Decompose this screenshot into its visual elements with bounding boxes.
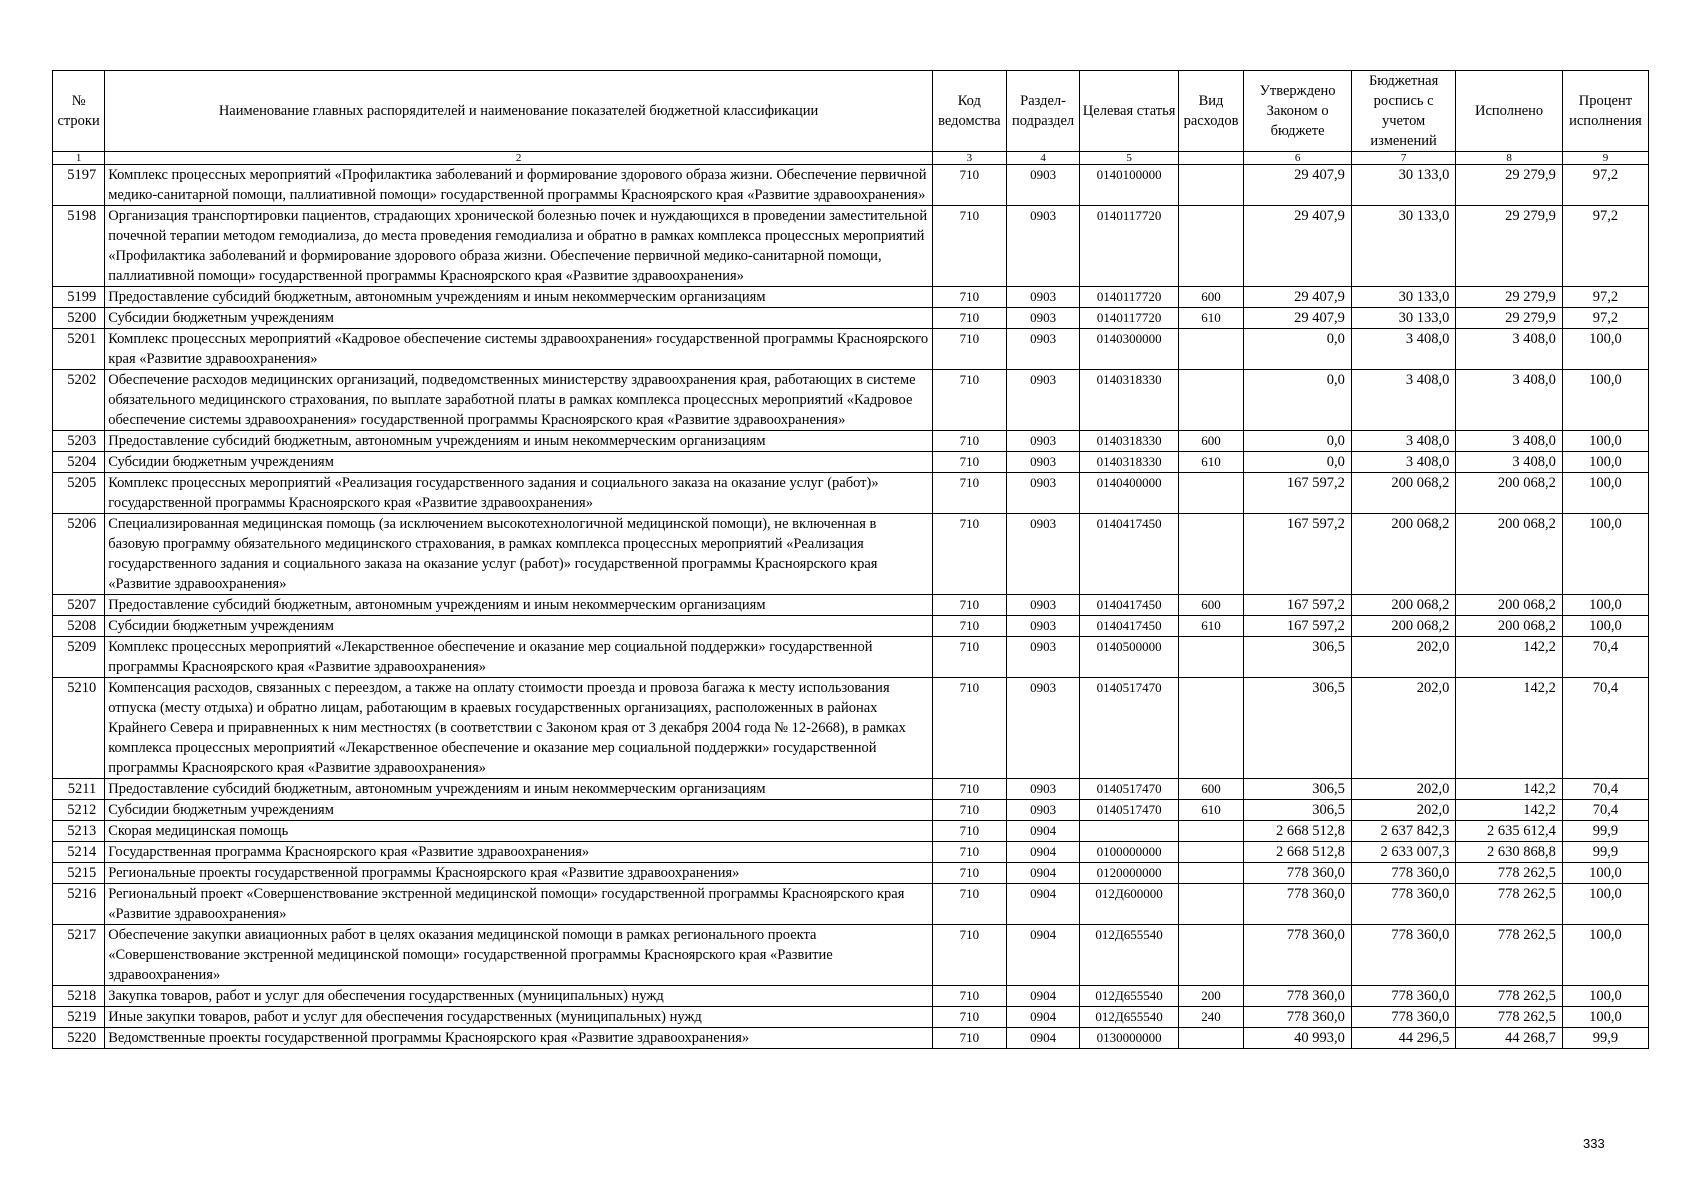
section-cell: 0903 [1006,431,1080,452]
approved-amount-cell: 29 407,9 [1244,165,1352,206]
target-article-cell: 0140117720 [1080,206,1178,287]
header-budget-schedule: Бюджетная роспись с учетом изменений [1351,71,1455,152]
target-article-cell [1080,821,1178,842]
table-row [53,779,1649,800]
row-name-cell: Иные закупки товаров, работ и услуг для обеспечения государственных (муниципальных) нужд [105,1007,933,1028]
budget-schedule-cell: 778 360,0 [1351,863,1455,884]
department-code-cell: 710 [932,986,1006,1007]
row-number-cell: 5203 [53,431,105,452]
approved-amount-cell: 306,5 [1244,779,1352,800]
target-article-cell: 0140318330 [1080,370,1178,431]
table-row [53,884,1649,925]
approved-amount-cell: 167 597,2 [1244,473,1352,514]
section-cell: 0903 [1006,206,1080,287]
budget-schedule-cell: 200 068,2 [1351,473,1455,514]
section-cell: 0903 [1006,165,1080,206]
row-name-cell: Комплекс процессных мероприятий «Кадровое обеспечение системы здравоохранения» государственной программы Красноярского края «Развитие здравоохранения» [105,329,933,370]
section-cell: 0903 [1006,329,1080,370]
department-code-cell: 710 [932,165,1006,206]
target-article-cell: 0140500000 [1080,637,1178,678]
percent-cell: 100,0 [1562,329,1648,370]
target-article-cell: 0120000000 [1080,863,1178,884]
row-name-cell: Субсидии бюджетным учреждениям [105,452,933,473]
approved-amount-cell: 778 360,0 [1244,986,1352,1007]
department-code-cell: 710 [932,678,1006,779]
budget-schedule-cell: 202,0 [1351,800,1455,821]
department-code-cell: 710 [932,1028,1006,1049]
row-name-cell: Государственная программа Красноярского края «Развитие здравоохранения» [105,842,933,863]
approved-amount-cell: 29 407,9 [1244,308,1352,329]
section-cell: 0904 [1006,821,1080,842]
department-code-cell: 710 [932,370,1006,431]
header-executed: Исполнено [1456,71,1563,152]
row-name-cell: Комплекс процессных мероприятий «Лекарственное обеспечение и оказание мер социальной поддержки» государственной программы Красноярского края «Развитие здравоохранения» [105,637,933,678]
column-number: 5 [1080,152,1178,165]
approved-amount-cell: 306,5 [1244,637,1352,678]
row-name-cell: Предоставление субсидий бюджетным, автономным учреждениям и иным некоммерческим организациям [105,431,933,452]
expense-type-cell [1178,863,1244,884]
percent-cell: 97,2 [1562,287,1648,308]
budget-schedule-cell: 200 068,2 [1351,514,1455,595]
target-article-cell: 012Д655540 [1080,986,1178,1007]
table-row [53,287,1649,308]
approved-amount-cell: 0,0 [1244,370,1352,431]
budget-schedule-cell: 3 408,0 [1351,329,1455,370]
row-name-cell: Субсидии бюджетным учреждениям [105,616,933,637]
target-article-cell: 0130000000 [1080,1028,1178,1049]
header-department-code: Код ведомства [932,71,1006,152]
column-number: 7 [1351,152,1455,165]
row-number-cell: 5199 [53,287,105,308]
section-cell: 0903 [1006,308,1080,329]
section-cell: 0903 [1006,370,1080,431]
executed-amount-cell: 778 262,5 [1456,1007,1563,1028]
column-number: 9 [1562,152,1648,165]
column-number-row [53,152,1649,165]
row-name-cell: Комплекс процессных мероприятий «Реализация государственного задания и социального заказа на оказание услуг (работ)» государственной программы Красноярского края «Развитие здравоохранения» [105,473,933,514]
table-row [53,986,1649,1007]
department-code-cell: 710 [932,452,1006,473]
executed-amount-cell: 142,2 [1456,779,1563,800]
row-name-cell: Ведомственные проекты государственной программы Красноярского края «Развитие здравоохранения» [105,1028,933,1049]
budget-schedule-cell: 202,0 [1351,779,1455,800]
budget-schedule-cell: 30 133,0 [1351,308,1455,329]
executed-amount-cell: 29 279,9 [1456,287,1563,308]
expense-type-cell [1178,370,1244,431]
page-number: 333 [1583,1136,1605,1151]
percent-cell: 100,0 [1562,370,1648,431]
column-number: 3 [932,152,1006,165]
expense-type-cell [1178,884,1244,925]
executed-amount-cell: 142,2 [1456,800,1563,821]
row-name-cell: Специализированная медицинская помощь (за исключением высокотехнологичной медицинской помощи), не включенная в базовую программу обязательного медицинского страхования, в рамках комплекса процессных мероприятий «Реализация государственного задания и социального заказа на оказание услуг (работ)» государственной программы Красноярского края «Развитие здравоохранения» [105,514,933,595]
header-section: Раздел-подраздел [1006,71,1080,152]
row-name-cell: Субсидии бюджетным учреждениям [105,800,933,821]
table-row [53,637,1649,678]
section-cell: 0903 [1006,452,1080,473]
row-name-cell: Компенсация расходов, связанных с переездом, а также на оплату стоимости проезда и провоза багажа к месту использования отпуска (месту отдыха) и обратно лицам, работающим в краевых государственных организациях, расположенных в районах Крайнего Севера и приравненных к ним местностях (в соответствии с Законом края от 3 декабря 2004 года № 12-2668), в рамках комплекса процессных мероприятий «Лекарственное обеспечение и оказание мер социальной поддержки» государственной программы Красноярского края «Развитие здравоохранения» [105,678,933,779]
target-article-cell: 0140517470 [1080,800,1178,821]
expense-type-cell: 600 [1178,431,1244,452]
table-row [53,514,1649,595]
percent-cell: 100,0 [1562,925,1648,986]
target-article-cell: 012Д600000 [1080,884,1178,925]
department-code-cell: 710 [932,884,1006,925]
target-article-cell: 0140117720 [1080,308,1178,329]
department-code-cell: 710 [932,287,1006,308]
section-cell: 0904 [1006,842,1080,863]
table-row [53,616,1649,637]
executed-amount-cell: 29 279,9 [1456,165,1563,206]
table-row [53,206,1649,287]
table-row [53,165,1649,206]
approved-amount-cell: 306,5 [1244,678,1352,779]
department-code-cell: 710 [932,616,1006,637]
budget-schedule-cell: 30 133,0 [1351,287,1455,308]
percent-cell: 100,0 [1562,595,1648,616]
percent-cell: 97,2 [1562,308,1648,329]
approved-amount-cell: 778 360,0 [1244,863,1352,884]
header-row-number: № строки [53,71,105,152]
section-cell: 0904 [1006,884,1080,925]
row-number-cell: 5212 [53,800,105,821]
department-code-cell: 710 [932,473,1006,514]
budget-schedule-cell: 202,0 [1351,637,1455,678]
row-number-cell: 5213 [53,821,105,842]
section-cell: 0904 [1006,1028,1080,1049]
approved-amount-cell: 0,0 [1244,431,1352,452]
approved-amount-cell: 167 597,2 [1244,616,1352,637]
header-target-article: Целевая статья [1080,71,1178,152]
target-article-cell: 0140417450 [1080,514,1178,595]
budget-execution-table [52,70,1649,1049]
table-row [53,800,1649,821]
target-article-cell: 0140417450 [1080,595,1178,616]
percent-cell: 100,0 [1562,884,1648,925]
expense-type-cell [1178,678,1244,779]
executed-amount-cell: 29 279,9 [1456,308,1563,329]
executed-amount-cell: 44 268,7 [1456,1028,1563,1049]
executed-amount-cell: 142,2 [1456,678,1563,779]
approved-amount-cell: 778 360,0 [1244,884,1352,925]
table-row [53,431,1649,452]
expense-type-cell: 610 [1178,616,1244,637]
approved-amount-cell: 306,5 [1244,800,1352,821]
column-number: 2 [105,152,933,165]
row-number-cell: 5217 [53,925,105,986]
expense-type-cell: 240 [1178,1007,1244,1028]
executed-amount-cell: 29 279,9 [1456,206,1563,287]
row-name-cell: Обеспечение расходов медицинских организаций, подведомственных министерству здравоохранения края, работающих в системе обязательного медицинского страхования, по выплате заработной платы в рамках комплекса процессных мероприятий «Кадровое обеспечение системы здравоохранения» государственной программы Красноярского края «Развитие здравоохранения» [105,370,933,431]
budget-schedule-cell: 778 360,0 [1351,986,1455,1007]
target-article-cell: 0100000000 [1080,842,1178,863]
department-code-cell: 710 [932,779,1006,800]
expense-type-cell [1178,514,1244,595]
section-cell: 0903 [1006,637,1080,678]
percent-cell: 70,4 [1562,678,1648,779]
executed-amount-cell: 778 262,5 [1456,884,1563,925]
percent-cell: 97,2 [1562,206,1648,287]
table-row [53,595,1649,616]
approved-amount-cell: 40 993,0 [1244,1028,1352,1049]
section-cell: 0903 [1006,800,1080,821]
row-name-cell: Организация транспортировки пациентов, страдающих хронической болезнью почек и нуждающихся в проведении заместительной почечной терапии методом гемодиализа, до места проведения гемодиализа и обратно в рамках комплекса процессных мероприятий «Профилактика заболеваний и формирование здорового образа жизни. Обеспечение первичной медико-санитарной помощи, паллиативной помощи» государственной программы Красноярского края «Развитие здравоохранения» [105,206,933,287]
executed-amount-cell: 142,2 [1456,637,1563,678]
percent-cell: 99,9 [1562,821,1648,842]
executed-amount-cell: 778 262,5 [1456,863,1563,884]
expense-type-cell: 600 [1178,779,1244,800]
approved-amount-cell: 2 668 512,8 [1244,821,1352,842]
percent-cell: 99,9 [1562,1028,1648,1049]
row-name-cell: Закупка товаров, работ и услуг для обеспечения государственных (муниципальных) нужд [105,986,933,1007]
executed-amount-cell: 778 262,5 [1456,986,1563,1007]
percent-cell: 100,0 [1562,1007,1648,1028]
expense-type-cell [1178,329,1244,370]
target-article-cell: 0140517470 [1080,779,1178,800]
budget-schedule-cell: 44 296,5 [1351,1028,1455,1049]
header-approved: Утверждено Законом о бюджете [1244,71,1352,152]
row-name-cell: Региональный проект «Совершенствование экстренной медицинской помощи» государственной программы Красноярского края «Развитие здравоохранения» [105,884,933,925]
target-article-cell: 012Д655540 [1080,925,1178,986]
department-code-cell: 710 [932,431,1006,452]
executed-amount-cell: 3 408,0 [1456,431,1563,452]
table-row [53,821,1649,842]
approved-amount-cell: 29 407,9 [1244,287,1352,308]
target-article-cell: 0140417450 [1080,616,1178,637]
percent-cell: 100,0 [1562,452,1648,473]
section-cell: 0904 [1006,863,1080,884]
expense-type-cell [1178,165,1244,206]
percent-cell: 100,0 [1562,986,1648,1007]
percent-cell: 100,0 [1562,863,1648,884]
row-name-cell: Предоставление субсидий бюджетным, автономным учреждениям и иным некоммерческим организациям [105,287,933,308]
expense-type-cell: 200 [1178,986,1244,1007]
column-number: 1 [53,152,105,165]
department-code-cell: 710 [932,821,1006,842]
department-code-cell: 710 [932,842,1006,863]
header-percent: Процент исполнения [1562,71,1648,152]
department-code-cell: 710 [932,595,1006,616]
percent-cell: 100,0 [1562,514,1648,595]
section-cell: 0904 [1006,986,1080,1007]
department-code-cell: 710 [932,637,1006,678]
executed-amount-cell: 200 068,2 [1456,595,1563,616]
section-cell: 0903 [1006,616,1080,637]
table-row [53,370,1649,431]
budget-schedule-cell: 3 408,0 [1351,370,1455,431]
expense-type-cell [1178,842,1244,863]
budget-schedule-cell: 778 360,0 [1351,925,1455,986]
approved-amount-cell: 0,0 [1244,452,1352,473]
department-code-cell: 710 [932,925,1006,986]
expense-type-cell [1178,637,1244,678]
row-number-cell: 5198 [53,206,105,287]
executed-amount-cell: 3 408,0 [1456,452,1563,473]
budget-schedule-cell: 30 133,0 [1351,206,1455,287]
approved-amount-cell: 0,0 [1244,329,1352,370]
row-number-cell: 5218 [53,986,105,1007]
expense-type-cell: 610 [1178,800,1244,821]
executed-amount-cell: 200 068,2 [1456,473,1563,514]
percent-cell: 97,2 [1562,165,1648,206]
section-cell: 0903 [1006,779,1080,800]
executed-amount-cell: 2 630 868,8 [1456,842,1563,863]
row-name-cell: Комплекс процессных мероприятий «Профилактика заболеваний и формирование здорового образа жизни. Обеспечение первичной медико-санитарной помощи, паллиативной помощи» государственной программы Красноярского края «Развитие здравоохранения» [105,165,933,206]
table-row [53,678,1649,779]
row-number-cell: 5215 [53,863,105,884]
target-article-cell: 0140318330 [1080,452,1178,473]
executed-amount-cell: 200 068,2 [1456,514,1563,595]
column-number: 4 [1006,152,1080,165]
column-number: 8 [1456,152,1563,165]
table-body [53,165,1649,1049]
section-cell: 0903 [1006,514,1080,595]
row-name-cell: Предоставление субсидий бюджетным, автономным учреждениям и иным некоммерческим организациям [105,779,933,800]
row-number-cell: 5214 [53,842,105,863]
percent-cell: 70,4 [1562,779,1648,800]
budget-schedule-cell: 2 633 007,3 [1351,842,1455,863]
expense-type-cell [1178,1028,1244,1049]
percent-cell: 100,0 [1562,473,1648,514]
department-code-cell: 710 [932,329,1006,370]
table-row [53,842,1649,863]
target-article-cell: 0140100000 [1080,165,1178,206]
budget-schedule-cell: 200 068,2 [1351,595,1455,616]
department-code-cell: 710 [932,308,1006,329]
section-cell: 0904 [1006,925,1080,986]
budget-schedule-cell: 202,0 [1351,678,1455,779]
executed-amount-cell: 2 635 612,4 [1456,821,1563,842]
row-name-cell: Региональные проекты государственной программы Красноярского края «Развитие здравоохранения» [105,863,933,884]
row-number-cell: 5207 [53,595,105,616]
table-row [53,863,1649,884]
approved-amount-cell: 167 597,2 [1244,514,1352,595]
row-number-cell: 5209 [53,637,105,678]
row-number-cell: 5205 [53,473,105,514]
approved-amount-cell: 167 597,2 [1244,595,1352,616]
expense-type-cell: 600 [1178,595,1244,616]
row-number-cell: 5200 [53,308,105,329]
department-code-cell: 710 [932,800,1006,821]
row-number-cell: 5210 [53,678,105,779]
percent-cell: 70,4 [1562,637,1648,678]
percent-cell: 99,9 [1562,842,1648,863]
table-row [53,452,1649,473]
row-number-cell: 5206 [53,514,105,595]
executed-amount-cell: 3 408,0 [1456,370,1563,431]
approved-amount-cell: 2 668 512,8 [1244,842,1352,863]
row-name-cell: Субсидии бюджетным учреждениям [105,308,933,329]
header-expense-type: Вид расходов [1178,71,1244,152]
budget-schedule-cell: 2 637 842,3 [1351,821,1455,842]
table-row [53,1007,1649,1028]
approved-amount-cell: 778 360,0 [1244,1007,1352,1028]
department-code-cell: 710 [932,1007,1006,1028]
executed-amount-cell: 200 068,2 [1456,616,1563,637]
section-cell: 0903 [1006,595,1080,616]
executed-amount-cell: 778 262,5 [1456,925,1563,986]
section-cell: 0903 [1006,287,1080,308]
row-number-cell: 5208 [53,616,105,637]
approved-amount-cell: 778 360,0 [1244,925,1352,986]
executed-amount-cell: 3 408,0 [1456,329,1563,370]
expense-type-cell [1178,821,1244,842]
table-row [53,329,1649,370]
expense-type-cell: 610 [1178,452,1244,473]
target-article-cell: 0140117720 [1080,287,1178,308]
section-cell: 0903 [1006,473,1080,514]
budget-schedule-cell: 778 360,0 [1351,884,1455,925]
table-row [53,308,1649,329]
expense-type-cell [1178,473,1244,514]
approved-amount-cell: 29 407,9 [1244,206,1352,287]
row-number-cell: 5216 [53,884,105,925]
department-code-cell: 710 [932,514,1006,595]
header-name: Наименование главных распорядителей и наименование показателей бюджетной классификации [105,71,933,152]
row-number-cell: 5204 [53,452,105,473]
budget-schedule-cell: 778 360,0 [1351,1007,1455,1028]
table-row [53,925,1649,986]
expense-type-cell [1178,206,1244,287]
column-number [1178,152,1244,165]
target-article-cell: 0140300000 [1080,329,1178,370]
department-code-cell: 710 [932,206,1006,287]
table-row [53,1028,1649,1049]
section-cell: 0904 [1006,1007,1080,1028]
department-code-cell: 710 [932,863,1006,884]
target-article-cell: 0140318330 [1080,431,1178,452]
budget-schedule-cell: 30 133,0 [1351,165,1455,206]
budget-schedule-cell: 3 408,0 [1351,431,1455,452]
section-cell: 0903 [1006,678,1080,779]
percent-cell: 70,4 [1562,800,1648,821]
expense-type-cell: 600 [1178,287,1244,308]
target-article-cell: 012Д655540 [1080,1007,1178,1028]
budget-schedule-cell: 200 068,2 [1351,616,1455,637]
expense-type-cell: 610 [1178,308,1244,329]
percent-cell: 100,0 [1562,431,1648,452]
row-number-cell: 5202 [53,370,105,431]
percent-cell: 100,0 [1562,616,1648,637]
target-article-cell: 0140400000 [1080,473,1178,514]
row-name-cell: Скорая медицинская помощь [105,821,933,842]
header-row [53,71,1649,152]
row-number-cell: 5219 [53,1007,105,1028]
row-number-cell: 5220 [53,1028,105,1049]
row-number-cell: 5197 [53,165,105,206]
row-name-cell: Обеспечение закупки авиационных работ в целях оказания медицинской помощи в рамках регионального проекта «Совершенствование экстренной медицинской помощи» государственной программы Красноярского края «Развитие здравоохранения» [105,925,933,986]
expense-type-cell [1178,925,1244,986]
row-number-cell: 5201 [53,329,105,370]
row-name-cell: Предоставление субсидий бюджетным, автономным учреждениям и иным некоммерческим организациям [105,595,933,616]
row-number-cell: 5211 [53,779,105,800]
table-row [53,473,1649,514]
target-article-cell: 0140517470 [1080,678,1178,779]
column-number: 6 [1244,152,1352,165]
budget-schedule-cell: 3 408,0 [1351,452,1455,473]
